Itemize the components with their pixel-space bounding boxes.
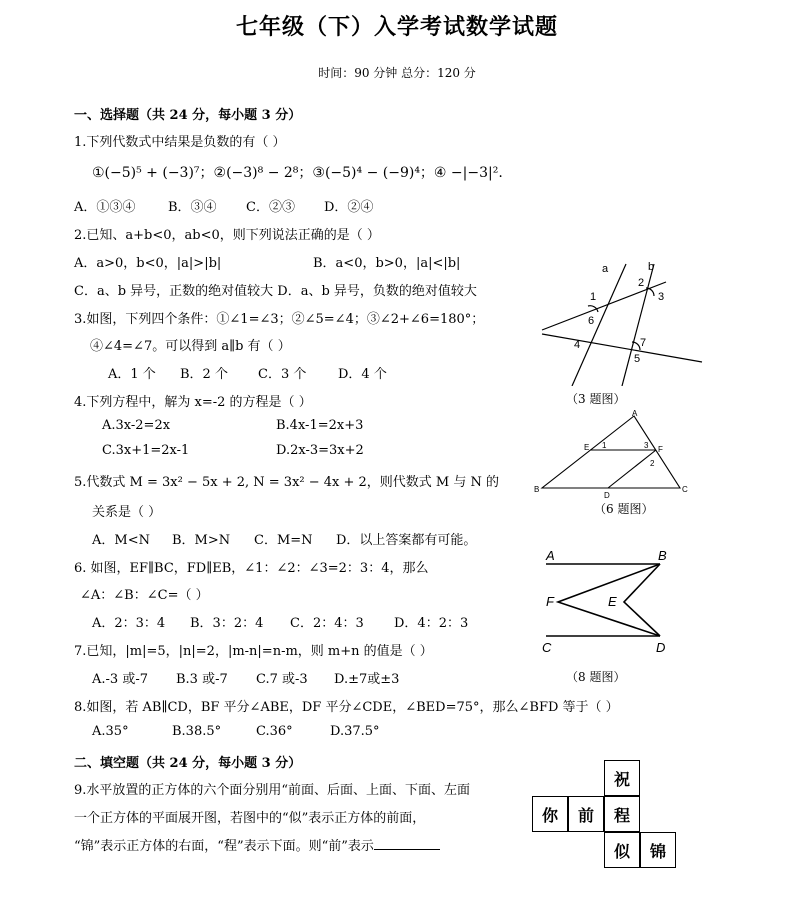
q5-line1: 5.代数式 M = 3x² − 5x + 2, N = 3x² − 4x + 2，则代数式 M 与 N 的 [74,475,500,490]
transversal-2 [542,334,702,362]
q1-expression: ①(−5)⁵ + (−3)⁷；②(−3)⁸ − 2⁸；③(−5)⁴ − (−9)⁴；④ −|−3|². [92,165,503,181]
label-A: A [632,409,638,418]
q4-option-d: D.2x-3=3x+2 [276,443,364,458]
figure-8 [538,546,678,656]
q7-option-d: D.±7或±3 [334,672,400,687]
q8-option-c: C.36° [256,724,293,739]
net-cell-zhu: 祝 [604,760,640,796]
label-E: E [608,594,617,609]
label-D: D [604,491,610,500]
q8-option-b: B.38.5° [172,724,222,739]
q6-option-a: A．2：3：4 [92,616,166,631]
line-a [572,264,626,386]
label-3: 3 [644,441,649,450]
q2-option-a: A．a>0，b<0，|a|>|b| [74,256,222,271]
figure-6 [532,408,696,500]
net-cell-qian: 前 [568,796,604,832]
net-cell-cheng: 程 [604,796,640,832]
transversal-1 [542,282,666,330]
label-1: 1 [590,291,597,303]
q5-line2: 关系是（ ） [92,505,162,520]
q8-option-a: A.35° [92,724,129,739]
label-2: 2 [638,277,645,289]
label-E: E [584,443,590,452]
q5-option-d: D．以上答案都有可能。 [336,533,477,548]
segment-fd [608,450,656,488]
label-F: F [658,445,663,454]
figure-8-caption: （8 题图） [566,670,626,684]
label-4: 4 [574,339,581,351]
label-5: 5 [634,353,641,365]
label-6: 6 [588,315,595,327]
q4-option-a: A.3x-2=2x [102,418,171,433]
q6-option-b: B．3：2：4 [190,616,264,631]
cube-net [528,760,684,870]
q2-option-b: B．a<0，b>0，|a|<|b| [313,256,461,271]
page-title: 七年级（下）入学考试数学试题 [235,14,558,40]
label-C: C [542,640,552,655]
label-A: A [546,548,555,563]
q5-option-c: C．M=N [254,533,313,548]
q6-option-d: D．4：2：3 [394,616,469,631]
q7-option-b: B.3 或-7 [176,672,228,687]
q1-stem: 1.下列代数式中结果是负数的有（ ） [74,135,286,150]
q1-option-c: C．②③ [246,200,295,215]
section-2-heading: 二、填空题（共 24 分，每小题 3 分） [74,756,302,771]
q3-option-d: D．4 个 [338,367,387,382]
q5-option-b: B．M>N [172,533,231,548]
q6-option-c: C．2：4：3 [290,616,364,631]
q2-option-cd: C．a、b 异号，正数的绝对值较大 D．a、b 异号，负数的绝对值较大 [74,284,477,299]
figure-3-caption: （3 题图） [566,392,626,406]
label-B: B [658,548,667,563]
label-2: 2 [650,459,655,468]
q9-line1: 9.水平放置的正方体的六个面分别用“前面、后面、上面、下面、左面 [74,783,471,798]
q5-option-a: A．M<N [92,533,150,548]
q3-option-c: C．3 个 [258,367,307,382]
q4-stem: 4.下列方程中，解为 x=-2 的方程是（ ） [74,395,312,410]
q7-option-c: C.7 或-3 [256,672,308,687]
q3-option-a: A．1 个 [108,367,156,382]
q1-option-a: A．①③④ [74,200,136,215]
q9-line2: 一个正方体的平面展开图，若图中的“似”表示正方体的前面， [74,811,426,826]
q1-option-b: B．③④ [168,200,217,215]
q9-answer-blank [374,837,440,850]
net-cell-jin: 锦 [640,832,676,868]
q3-option-b: B．2 个 [180,367,228,382]
q3-line1: 3.如图，下列四个条件：①∠1=∠3；②∠5=∠4；③∠2+∠6=180°； [74,312,485,327]
label-b: b [648,261,655,273]
figure-3 [536,258,706,386]
label-C: C [682,485,688,494]
q2-stem: 2.已知、a+b<0，ab<0，则下列说法正确的是（ ） [74,228,380,243]
q6-line2: ∠A：∠B：∠C=（ ） [80,588,209,603]
label-1: 1 [602,441,607,450]
q1-option-d: D．②④ [324,200,374,215]
net-cell-ni: 你 [532,796,568,832]
section-1-heading: 一、选择题（共 24 分，每小题 3 分） [74,108,302,123]
exam-meta: 时间：90 分钟 总分：120 分 [318,66,476,80]
q6-line1: 6. 如图，EF∥BC，FD∥EB，∠1：∠2：∠3=2：3：4，那么 [74,561,429,576]
label-3: 3 [658,291,665,303]
net-cell-si: 似 [604,832,640,868]
figure-6-caption: （6 题图） [594,502,654,516]
label-D: D [656,640,666,655]
q7-stem: 7.已知，|m|=5，|n|=2，|m-n|=n-m，则 m+n 的值是（ ） [74,644,433,659]
q4-option-c: C.3x+1=2x-1 [102,443,190,458]
q7-option-a: A.-3 或-7 [92,672,148,687]
q8-option-d: D.37.5° [330,724,380,739]
q3-line2: ④∠4=∠7。可以得到 a∥b 有（ ） [90,339,291,354]
label-a: a [602,263,609,275]
label-7: 7 [640,337,647,349]
q9-line3: “锦”表示正方体的右面，“程”表示下面。则“前”表示 [74,835,440,854]
label-F: F [546,594,554,609]
q4-option-b: B.4x-1=2x+3 [276,418,364,433]
label-B: B [534,485,540,494]
q8-stem: 8.如图，若 AB∥CD，BF 平分∠ABE，DF 平分∠CDE，∠BED=75°，那么∠BFD 等于（ ） [74,700,619,715]
